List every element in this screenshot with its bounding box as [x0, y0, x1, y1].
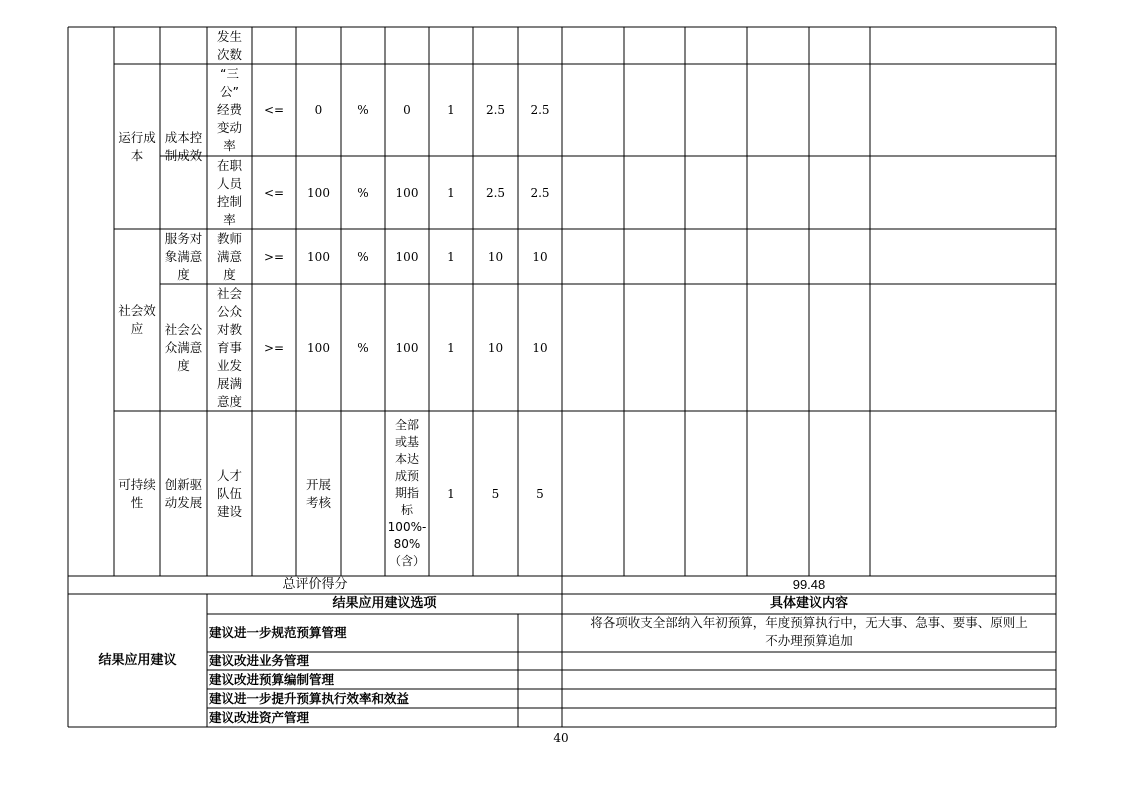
- indicator-cell: “三 公” 经费 变动 率: [216, 66, 242, 153]
- option-content: [562, 652, 1056, 670]
- option-content: [562, 670, 1056, 689]
- indicator-cell: 人才 队伍 建设: [216, 467, 242, 519]
- result-application-label: 结果应用建议: [98, 652, 177, 668]
- full-score-cell: 10: [487, 249, 504, 264]
- level2-indicator-cell: 社会公 众满意 度: [164, 321, 203, 373]
- weight-cell: 1: [447, 340, 455, 355]
- target-value-cell: 100: [307, 185, 330, 200]
- full-score-cell: 2.5: [485, 185, 506, 200]
- option-content: [562, 708, 1056, 727]
- option-label: 建议改进资产管理: [209, 709, 310, 725]
- actual-value-cell: 100: [395, 340, 419, 355]
- weight-cell: 1: [447, 249, 455, 264]
- level1-indicator-cell: 社会效 应: [118, 303, 156, 336]
- score-cell: 2.5: [530, 185, 550, 200]
- unit-cell: %: [357, 103, 369, 117]
- level2-indicator-cell: 服务对 象满意 度: [164, 230, 203, 282]
- unit-cell: %: [357, 340, 369, 355]
- total-score-label: 总评价得分: [282, 577, 348, 592]
- score-cell: 10: [532, 249, 548, 264]
- indicator-cell: 社会 公众 对教 育事 业发 展满 意度: [216, 285, 242, 409]
- indicator-cell: 教师 满意 度: [216, 230, 242, 282]
- level1-indicator-cell: 运行成 本: [118, 129, 156, 163]
- score-cell: 10: [532, 340, 548, 355]
- target-value-cell: 100: [307, 340, 330, 355]
- target-value-cell: 100: [307, 249, 330, 264]
- operator-cell: <=: [263, 185, 285, 200]
- option-label: 建议进一步提升预算执行效率和效益: [209, 690, 410, 706]
- actual-value-cell: 0: [403, 103, 411, 117]
- options-header: 结果应用建议选项: [332, 596, 437, 611]
- operator-cell: >=: [263, 249, 285, 264]
- content-header: 具体建议内容: [769, 596, 848, 611]
- weight-cell: 1: [447, 486, 455, 501]
- unit-cell: %: [357, 185, 369, 200]
- full-score-cell: 10: [487, 340, 504, 355]
- operator-cell: <=: [263, 103, 285, 117]
- total-score-value: 99.48: [792, 577, 826, 592]
- target-value-cell: 开展 考核: [305, 476, 331, 510]
- actual-value-cell: 100: [395, 249, 419, 264]
- operator-cell: >=: [263, 340, 285, 355]
- full-score-cell: 5: [491, 486, 500, 501]
- page-number: 40: [553, 731, 569, 745]
- option-content: [562, 689, 1056, 708]
- level2-indicator-cell: 创新驱 动发展: [164, 476, 203, 510]
- option-content: 将各项收支全部纳入年初预算，年度预算执行中，无大事、急事、要事、原则上 不办理预算追加: [590, 615, 1028, 648]
- score-cell: 5: [536, 486, 544, 501]
- actual-value-cell: 全部 或基 本达 成预 期指 标 100%- 80% （含）: [387, 418, 427, 568]
- indicator-cell: 在职 人员 控制 率: [216, 157, 242, 227]
- indicator-cell: 发生 次数: [216, 28, 242, 62]
- option-label: 建议改进业务管理: [209, 653, 310, 668]
- option-label: 建议进一步规范预算管理: [209, 625, 347, 640]
- level2-indicator-cell: 成本控 制成效: [164, 129, 203, 163]
- weight-cell: 1: [447, 103, 455, 117]
- target-value-cell: 0: [314, 103, 323, 117]
- option-label: 建议改进预算编制管理: [209, 671, 335, 687]
- full-score-cell: 2.5: [485, 103, 506, 117]
- score-cell: 2.5: [530, 103, 550, 117]
- weight-cell: 1: [447, 185, 455, 200]
- level1-indicator-cell: 可持续 性: [118, 476, 156, 510]
- actual-value-cell: 100: [395, 185, 419, 200]
- unit-cell: %: [357, 249, 369, 264]
